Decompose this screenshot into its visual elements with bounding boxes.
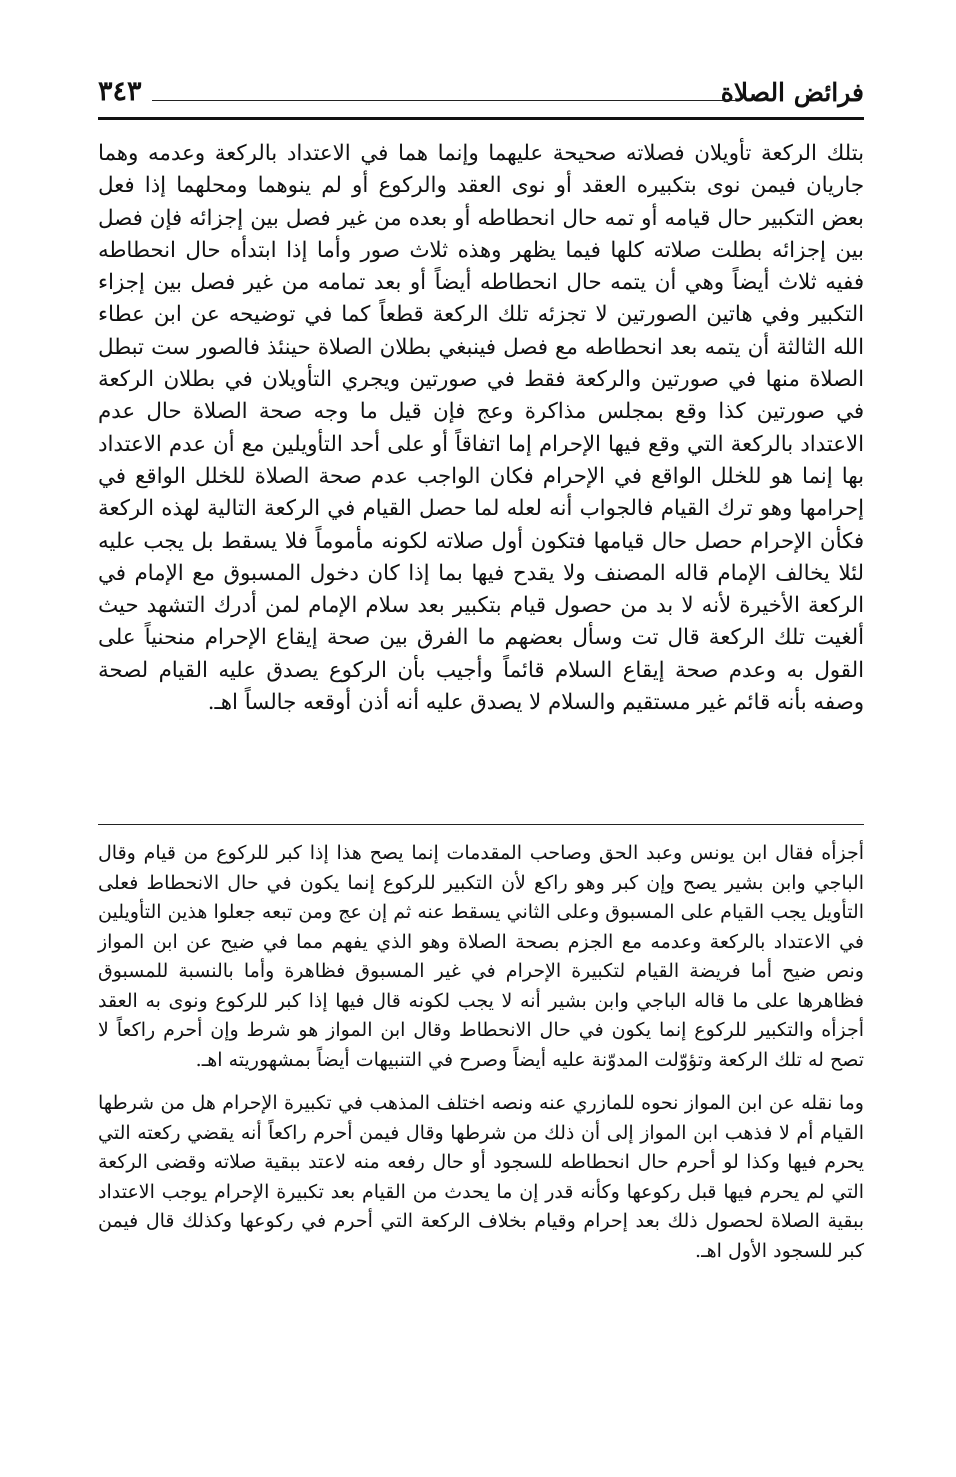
footnote-paragraph-1: أجزأه فقال ابن يونس وعبد الحق وصاحب المقدمات إنما يصح هذا إذا كبر للركوع من قيام وقال الباجي وابن بشير يصح وإن كبر وهو راكع لأن التكبير للركوع إنما يكون في حال الانحطاط فعلى التأويل يجب القيام على المسبوق وعلى الثاني يسقط عنه ثم إن عج ومن تبعه جعلوا هذين التأويلين في الاعتداد بالركعة وعدمه مع الجزم بصحة الصلاة وهو الذي يفهم مما في ضيح عن ابن المواز ونص ضيح أما فريضة القيام لتكبيرة الإحرام في غير المسبوق فظاهرة وأما بالنسبة للمسبوق فظاهرها على ما قاله الباجي وابن بشير أنه لا يجب لكونه قال فيها إذا كبر للركوع ونوى به العقد أجزأه والتكبير للركوع إنما يكون في حال الانحطاط وقال ابن المواز هو شرط وإن أحرم راكعاً لا تصح له تلك الركعة وتؤوّلت المدوّنة عليه أيضاً وصرح في التنبيهات أيضاً بمشهوريته اهـ.	[98, 842, 864, 1071]
page-header	[98, 76, 864, 120]
page-number: ٣٤٣	[98, 76, 142, 107]
footnote-paragraph-2: وما نقله عن ابن المواز نحوه للمازري عنه ونصه اختلف المذهب في تكبيرة الإحرام هل من شرطها القيام أم لا فذهب ابن المواز إلى أن ذلك من شرطها وقال فيمن أحرم راكعاً أنه يقضي ركعته التي يحرم فيها وكذا لو أحرم حال انحطاطه للسجود أو حال رفعه منه لاعتد ببقية صلاته وقضى الركعة التي لم يحرم فيها قبل ركوعها وكأنه قدر إن ما يحدث من القيام بعد تكبيرة الإحرام يوجب الاعتداد ببقية الصلاة لحصول ذلك بعد إحرام وقيام بخلاف الركعة التي أحرم في ركوعها وكذلك قال فيمن كبر للسجود الأول اهـ.	[98, 1092, 864, 1262]
footnote-divider	[98, 824, 864, 825]
header-underline	[98, 117, 864, 120]
header-rule	[152, 100, 736, 101]
main-text-block	[98, 138, 864, 719]
chapter-title: فرائض الصلاة	[720, 78, 864, 107]
footnotes-block	[98, 839, 864, 1266]
main-paragraph: بتلك الركعة تأويلان فصلاته صحيحة عليهما وإنما هما في الاعتداد بالركعة وعدمه وهما جاريان فيمن نوى بتكبيره العقد أو نوى العقد والركوع أو لم ينوهما ومحلهما إذا فعل بعض التكبير حال قيامه أو تمه حال انحطاطه أو بعده من غير فصل بين إجزائه فإن فصل بين إجزائه بطلت صلاته كلها فيما يظهر وهذه ثلاث صور وأما إذا ابتدأه حال انحطاطه ففيه ثلاث أيضاً وهي أن يتمه حال انحطاطه أيضاً أو بعد تمامه من غير فصل بين إجزاء التكبير وفي هاتين الصورتين لا تجزئه تلك الركعة قطعاً كما في توضيحه عن ابن عطاء الله الثالثة أن يتمه بعد انحطاطه مع فصل فينبغي بطلان الصلاة حينئذ فالصور ست تبطل الصلاة منها في صورتين والركعة فقط في صورتين ويجري التأويلان في بطلان الركعة في صورتين كذا وقع بمجلس مذاكرة وعج فإن قيل ما وجه صحة الصلاة حال عدم الاعتداد بالركعة التي وقع فيها الإحرام إما اتفاقاً أو على أحد التأويلين مع أن عدم الاعتداد بها إنما هو للخلل الواقع في الإحرام فكان الواجب عدم صحة الصلاة للخلل الواقع في إحرامها وهو ترك القيام فالجواب أنه لعله لما حصل القيام في الركعة التالية لهذه الركعة فكأن الإحرام حصل حال قيامها فتكون أول صلاته لكونه مأموماً فلا يسقط بل يجب عليه لئلا يخالف الإمام قاله المصنف ولا يقدح فيها بما إذا كان دخول المسبوق مع الإمام في الركعة الأخيرة لأنه لا بد من حصول قيام بتكبير بعد سلام الإمام لمن أدرك التشهد حيث ألغيت تلك الركعة قال تت وسأل بعضهم ما الفرق بين صحة إيقاع الإحرام منحنياً على القول به وعدم صحة إيقاع السلام قائماً وأجيب بأن الركوع يصدق عليه القيام لصحة وصفه بأنه قائم غير مستقيم والسلام لا يصدق عليه أنه أذن أوقعه جالساً اهـ.	[98, 141, 864, 716]
